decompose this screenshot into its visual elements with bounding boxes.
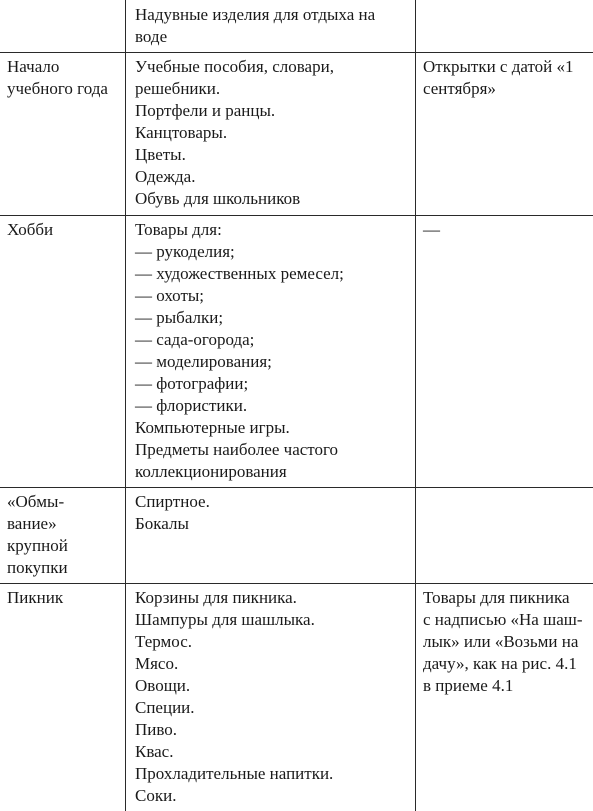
products-line: Спиртное.: [135, 491, 408, 513]
products-line: Мясо.: [135, 653, 408, 675]
souvenirs-cell: [416, 488, 593, 584]
souvenirs-line: дачу», как на рис. 4.1: [423, 653, 593, 675]
occasion-label: «Обмы-: [7, 491, 118, 513]
souvenirs-line: —: [423, 219, 593, 241]
products-line: — сада-огорода;: [135, 329, 408, 351]
products-line: Учебные пособия, словари, решебники.: [135, 56, 408, 100]
products-line: — рукоделия;: [135, 241, 408, 263]
occasion-label: вание»: [7, 513, 118, 535]
souvenirs-cell: [416, 216, 593, 488]
products-line: Соки.: [135, 785, 408, 807]
souvenirs-line: с надписью «На шаш-: [423, 609, 593, 631]
products-line: Одежда.: [135, 166, 408, 188]
table-row: [0, 0, 593, 53]
occasion-cell: [0, 488, 126, 584]
souvenirs-line: в приеме 4.1: [423, 675, 593, 697]
occasion-label: Хобби: [7, 219, 118, 241]
products-line: Надувные изделия для отдыха на воде: [135, 4, 408, 48]
table-row: [0, 216, 593, 488]
souvenirs-cell: [416, 584, 593, 811]
products-line: Компьютерные игры.: [135, 417, 408, 439]
products-line: Термос.: [135, 631, 408, 653]
products-cell: [126, 53, 416, 216]
products-line: — фотографии;: [135, 373, 408, 395]
products-line: Прохладительные напитки.: [135, 763, 408, 785]
products-line: Бокалы: [135, 513, 408, 535]
products-line: Специи.: [135, 697, 408, 719]
products-line: Пиво.: [135, 719, 408, 741]
occasion-cell: [0, 216, 126, 488]
products-line: Товары для:: [135, 219, 408, 241]
products-line: Шампуры для шашлыка.: [135, 609, 408, 631]
table-row: [0, 53, 593, 216]
products-cell: [126, 0, 416, 53]
products-line: — моделирования;: [135, 351, 408, 373]
occasion-cell: [0, 53, 126, 216]
occasion-cell: [0, 0, 126, 53]
products-line: — художественных ремесел;: [135, 263, 408, 285]
products-line: Предметы наиболее частого коллекционирования: [135, 439, 408, 483]
products-line: — охоты;: [135, 285, 408, 307]
occasion-label: Пикник: [7, 587, 118, 609]
souvenirs-cell: [416, 0, 593, 53]
products-cell: [126, 584, 416, 811]
souvenirs-line: Товары для пикника: [423, 587, 593, 609]
occasion-label: крупной: [7, 535, 118, 557]
products-cell: [126, 488, 416, 584]
products-line: — флористики.: [135, 395, 408, 417]
table-row: [0, 488, 593, 584]
occasion-cell: [0, 584, 126, 811]
products-line: Цветы.: [135, 144, 408, 166]
products-line: Портфели и ранцы.: [135, 100, 408, 122]
souvenirs-line: лык» или «Возьми на: [423, 631, 593, 653]
souvenirs-cell: [416, 53, 593, 216]
products-line: Овощи.: [135, 675, 408, 697]
products-line: Корзины для пикника.: [135, 587, 408, 609]
products-line: Квас.: [135, 741, 408, 763]
products-cell: [126, 216, 416, 488]
products-line: Обувь для школьников: [135, 188, 408, 210]
table-row: [0, 584, 593, 811]
products-line: — рыбалки;: [135, 307, 408, 329]
occasion-label: покупки: [7, 557, 118, 579]
products-line: Канцтовары.: [135, 122, 408, 144]
occasion-label: Начало учебного года: [7, 56, 118, 100]
souvenirs-line: Открытки с датой «1 сентября»: [423, 56, 593, 100]
